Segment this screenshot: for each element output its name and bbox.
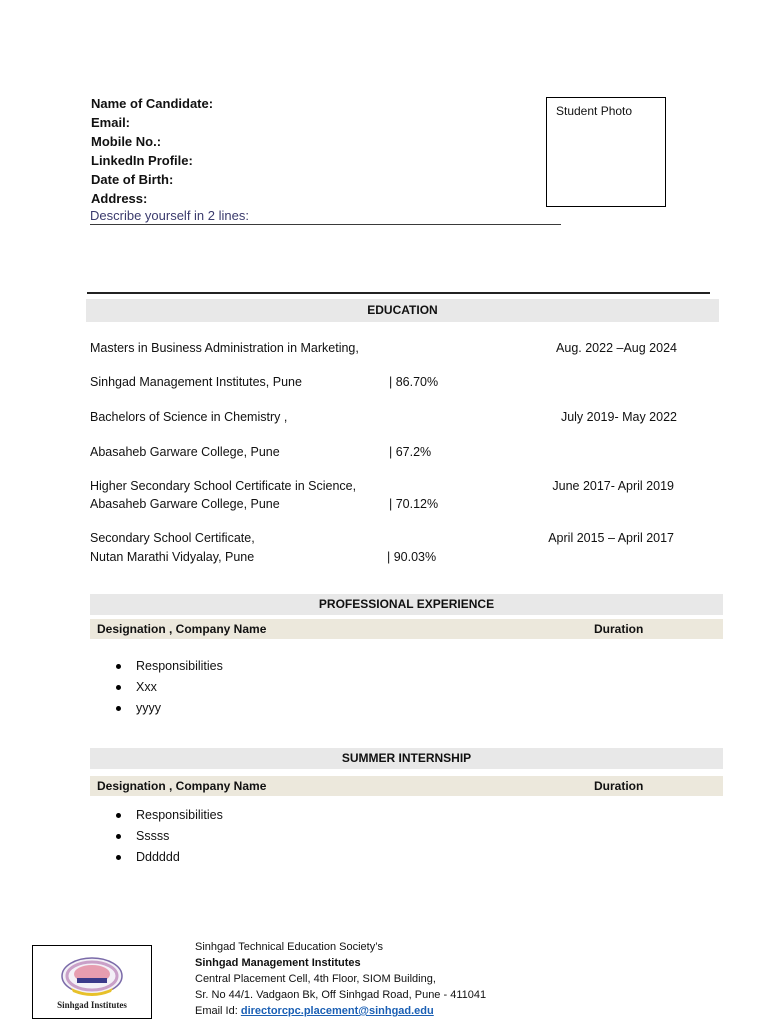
education-degree: Bachelors of Science in Chemistry , [90, 410, 288, 424]
describe-yourself-field[interactable]: Describe yourself in 2 lines: [90, 208, 561, 225]
education-row [0, 409, 768, 426]
dob-label: Date of Birth: [91, 172, 174, 187]
mobile-label: Mobile No.: [91, 134, 162, 149]
footer-address [195, 939, 486, 1019]
internship-header-row [90, 776, 723, 796]
education-row [0, 340, 768, 357]
logo-text: Sinhgad Institutes [57, 1000, 127, 1010]
sinhgad-logo [32, 945, 152, 1019]
list-item: yyyy [116, 698, 223, 719]
education-row [0, 478, 768, 514]
education-degree: Secondary School Certificate, [90, 531, 255, 545]
education-date: April 2015 – April 2017 [548, 531, 674, 545]
experience-heading: PROFESSIONAL EXPERIENCE [90, 594, 723, 615]
education-row [0, 374, 768, 391]
education-institute: Nutan Marathi Vidyalay, Pune [90, 550, 255, 564]
education-date: June 2017- April 2019 [552, 479, 674, 493]
education-institute: Abasaheb Garware College, Pune [90, 445, 280, 459]
list-item: Xxx [116, 677, 223, 698]
education-institute: Abasaheb Garware College, Pune [90, 497, 280, 511]
list-item: Responsibilities [116, 805, 223, 826]
experience-duration: Duration [594, 622, 644, 636]
education-grade: | 90.03% [387, 550, 437, 564]
address-line-1-part-1: Central Placement Cell [195, 973, 308, 985]
education-date: July 2019- May 2022 [560, 410, 677, 424]
education-grade: | 67.2% [389, 445, 432, 459]
email-link[interactable]: directorcpc.placement@sinhgad.edu [240, 1005, 434, 1017]
linkedin-label: LinkedIn Profile: [91, 153, 193, 168]
education-grade: | 70.12% [389, 497, 439, 511]
internship-bullets [116, 805, 223, 868]
education-institute: Sinhgad Management Institutes, Pune [90, 375, 302, 389]
student-photo-label: Student Photo [556, 104, 633, 118]
address-line-2: Sr. No 44/1. Vadgaon Bk, Off Sinhgad Road, Pune - 411041 [195, 989, 487, 1001]
experience-designation: Designation , Company Name [97, 622, 267, 636]
education-row [0, 530, 768, 566]
address-line-1-part-2: , 4th Floor, SIOM Building, [307, 973, 436, 985]
education-row [0, 444, 768, 461]
education-degree: Masters in Business Administration in Marketing, [90, 341, 359, 355]
emblem-icon [57, 954, 127, 1000]
email-label-footer: Email Id: [195, 1005, 241, 1017]
section-divider [87, 292, 710, 294]
email-label: Email: [91, 115, 131, 130]
list-item: Sssss [116, 826, 223, 847]
list-item: Dddddd [116, 847, 223, 868]
student-photo-box [546, 97, 666, 207]
candidate-fields [91, 94, 213, 208]
list-item: Responsibilities [116, 656, 223, 677]
email-line [195, 1003, 486, 1019]
society-name: Sinhgad Technical Education Society’s [195, 941, 383, 953]
address-label: Address: [91, 191, 148, 206]
internship-designation: Designation , Company Name [97, 779, 267, 793]
experience-bullets [116, 656, 223, 719]
address-line-1 [195, 971, 486, 987]
education-degree: Higher Secondary School Certificate in Science, [90, 479, 357, 493]
education-date: Aug. 2022 –Aug 2024 [556, 341, 677, 355]
institute-name: Sinhgad Management Institutes [195, 957, 361, 969]
internship-duration: Duration [594, 779, 644, 793]
internship-heading: SUMMER INTERNSHIP [90, 748, 723, 769]
name-label: Name of Candidate: [91, 96, 214, 111]
education-heading: EDUCATION [86, 299, 719, 322]
education-grade: | 86.70% [389, 375, 439, 389]
experience-header-row [90, 619, 723, 639]
